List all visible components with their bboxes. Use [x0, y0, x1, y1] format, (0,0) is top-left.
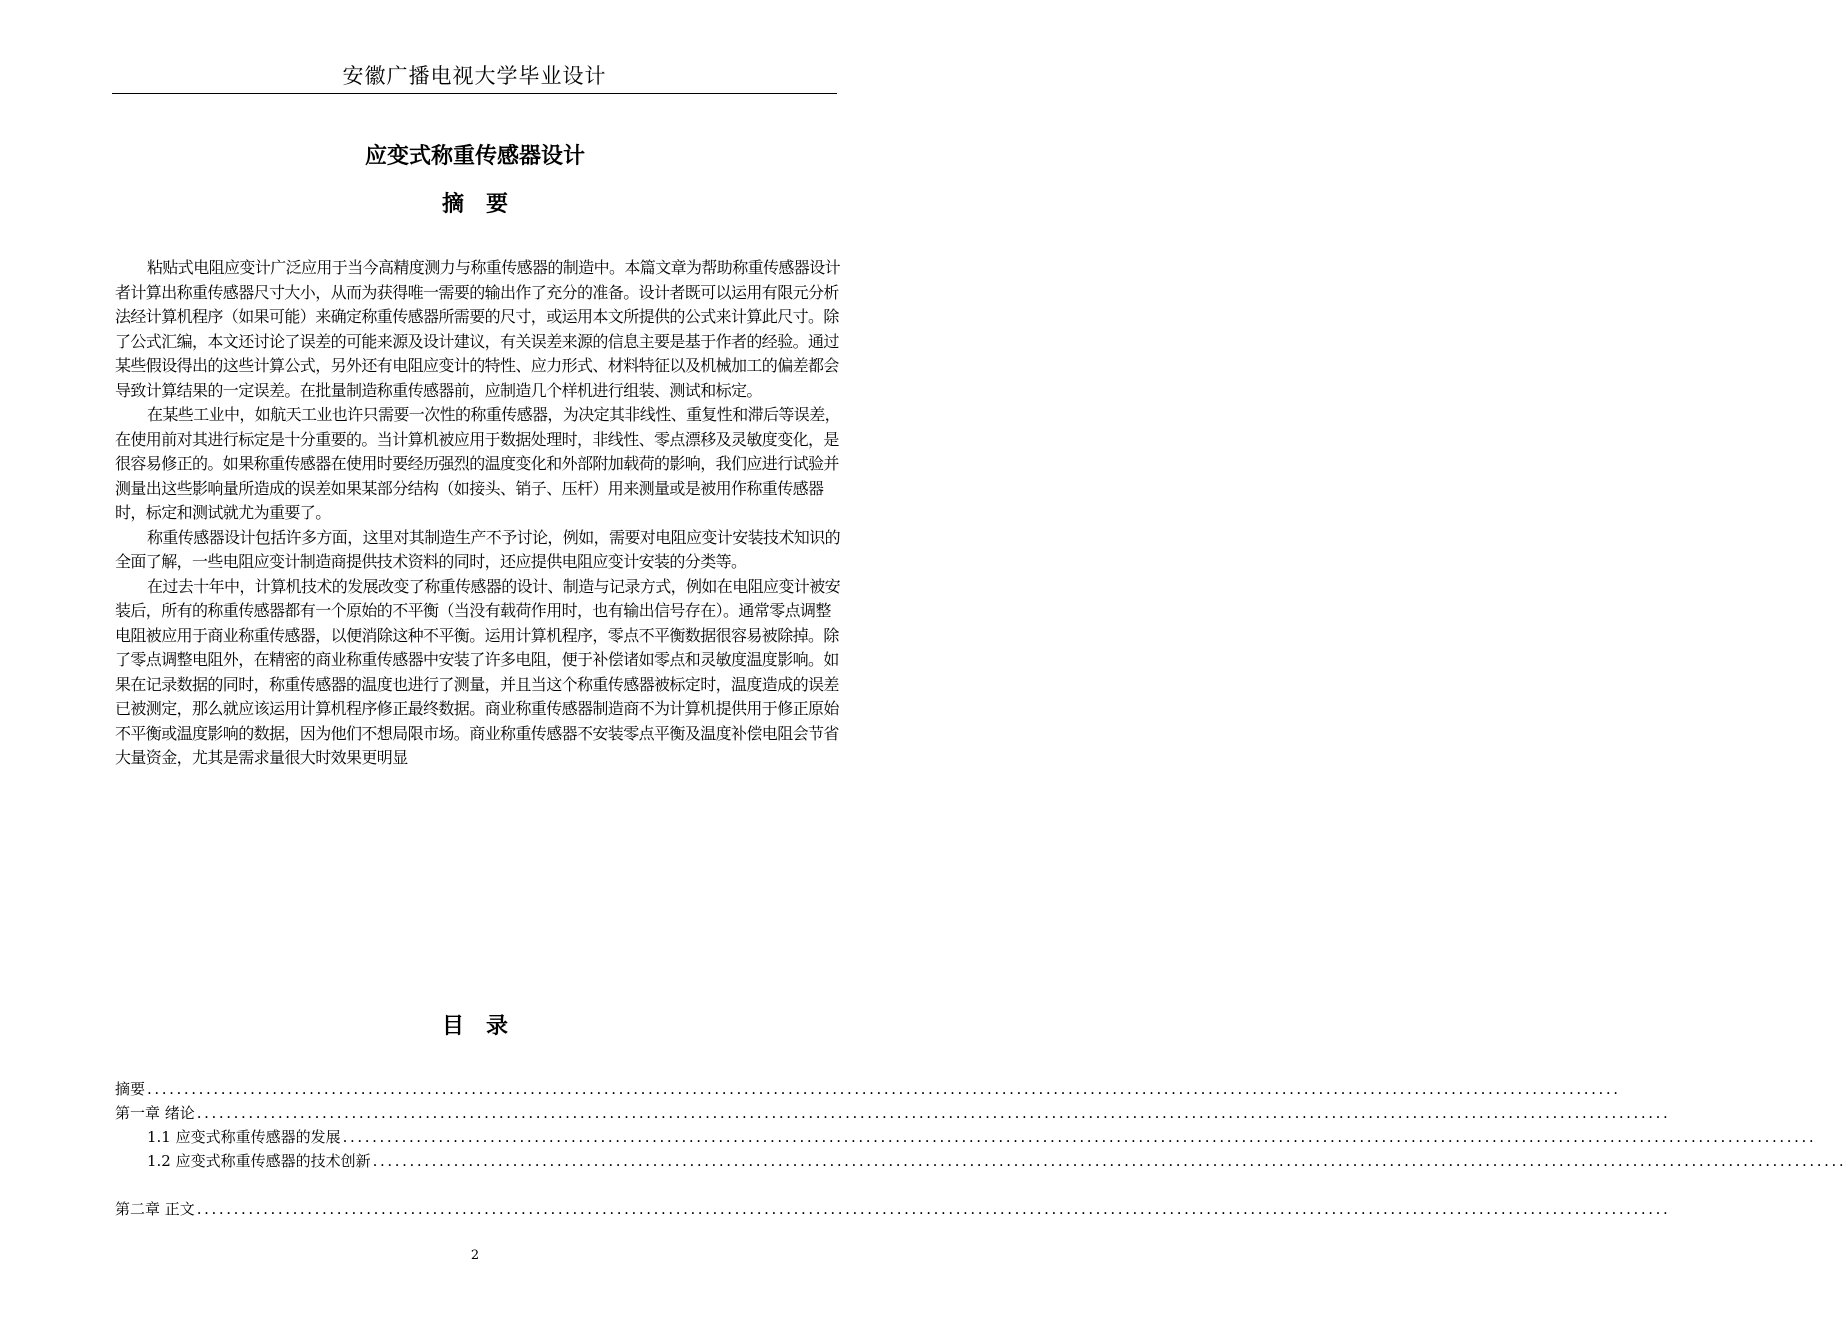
toc-entry-label: 1.2 应变式称重传感器的技术创新: [147, 1152, 371, 1170]
toc-entry-chapter-1[interactable]: [115, 1101, 1671, 1125]
abstract-paragraph-3: 称重传感器设计包括许多方面，这里对其制造生产不予讨论，例如，需要对电阻应变计安装技术知识的全面了解，一些电阻应变计制造商提供技术资料的同时，还应提供电阻应变计安装的分类等。: [115, 527, 841, 571]
toc-entry-1-1[interactable]: [115, 1125, 1817, 1149]
toc-entry-label: 第一章 绪论: [115, 1104, 195, 1122]
page-number: 2: [470, 1248, 480, 1263]
toc-leader-dots: ........................................................................................................................................................................................................: [372, 1152, 1846, 1170]
toc-entry-abstract[interactable]: [115, 1077, 1621, 1101]
toc-leader-dots: ........................................................................................................................................................................................................: [147, 1080, 1621, 1098]
toc-entry-label: 1.1 应变式称重传感器的发展: [147, 1128, 341, 1146]
abstract-heading: 摘 要: [441, 192, 508, 217]
toc-leader-dots: ........................................................................................................................................................................................................: [342, 1128, 1817, 1146]
toc-entry-label: 第二章 正文: [115, 1200, 195, 1218]
header-rule: [112, 93, 837, 94]
toc-heading: 目 录: [441, 1014, 508, 1039]
abstract-paragraph-2: 在某些工业中，如航天工业也许只需要一次性的称重传感器，为决定其非线性、重复性和滞后等误差，在使用前对其进行标定是十分重要的。当计算机被应用于数据处理时，非线性、零点漂移及灵敏度变化，是很容易修正的。如果称重传感器在使用时要经历强烈的温度变化和外部附加载荷的影响，我们应进行试验并测量出这些影响量所造成的误差如果某部分结构（如接头、销子、压杆）用来测量或是被用作称重传感器时，标定和测试就尤为重要了。: [115, 405, 841, 522]
toc-entry-label: 摘要: [115, 1080, 146, 1098]
toc-leader-dots: ........................................................................................................................................................................................................: [196, 1200, 1671, 1218]
toc-entry-chapter-2[interactable]: [115, 1197, 1671, 1221]
document-title: 应变式称重传感器设计: [364, 144, 585, 169]
toc-leader-dots: ........................................................................................................................................................................................................: [196, 1104, 1671, 1122]
abstract-paragraph-4: 在过去十年中，计算机技术的发展改变了称重传感器的设计、制造与记录方式，例如在电阻应变计被安装后，所有的称重传感器都有一个原始的不平衡（当没有载荷作用时，也有输出信号存在）。通常零点调整电阻被应用于商业称重传感器，以便消除这种不平衡。运用计算机程序，零点不平衡数据很容易被除掉。除了零点调整电阻外，在精密的商业称重传感器中安装了许多电阻，便于补偿诸如零点和灵敏度温度影响。如果在记录数据的同时，称重传感器的温度也进行了测量，并且当这个称重传感器被标定时，温度造成的误差已被测定，那么就应该运用计算机程序修正最终数据。商业称重传感器制造商不为计算机提供用于修正原始不平衡或温度影响的数据，因为他们不想局限市场。商业称重传感器不安装零点平衡及温度补偿电阻会节省大量资金，尤其是需求量很大时效果更明显: [115, 576, 841, 767]
toc-entry-1-2[interactable]: [115, 1149, 1846, 1173]
table-of-contents: [115, 1077, 1846, 1221]
abstract-body: [115, 256, 840, 771]
abstract-paragraph-1: 粘贴式电阻应变计广泛应用于当今高精度测力与称重传感器的制造中。本篇文章为帮助称重传感器设计者计算出称重传感器尺寸大小，从而为获得唯一需要的输出作了充分的准备。设计者既可以运用有限元分析法经计算机程序（如果可能）来确定称重传感器所需要的尺寸，或运用本文所提供的公式来计算此尺寸。除了公式汇编，本文还讨论了误差的可能来源及设计建议，有关误差来源的信息主要是基于作者的经验。通过某些假设得出的这些计算公式，另外还有电阻应变计的特性、应力形式、材料特征以及机械加工的偏差都会导致计算结果的一定误差。在批量制造称重传感器前，应制造几个样机进行组装、测试和标定。: [115, 258, 841, 400]
running-header: 安徽广播电视大学毕业设计: [342, 64, 607, 88]
